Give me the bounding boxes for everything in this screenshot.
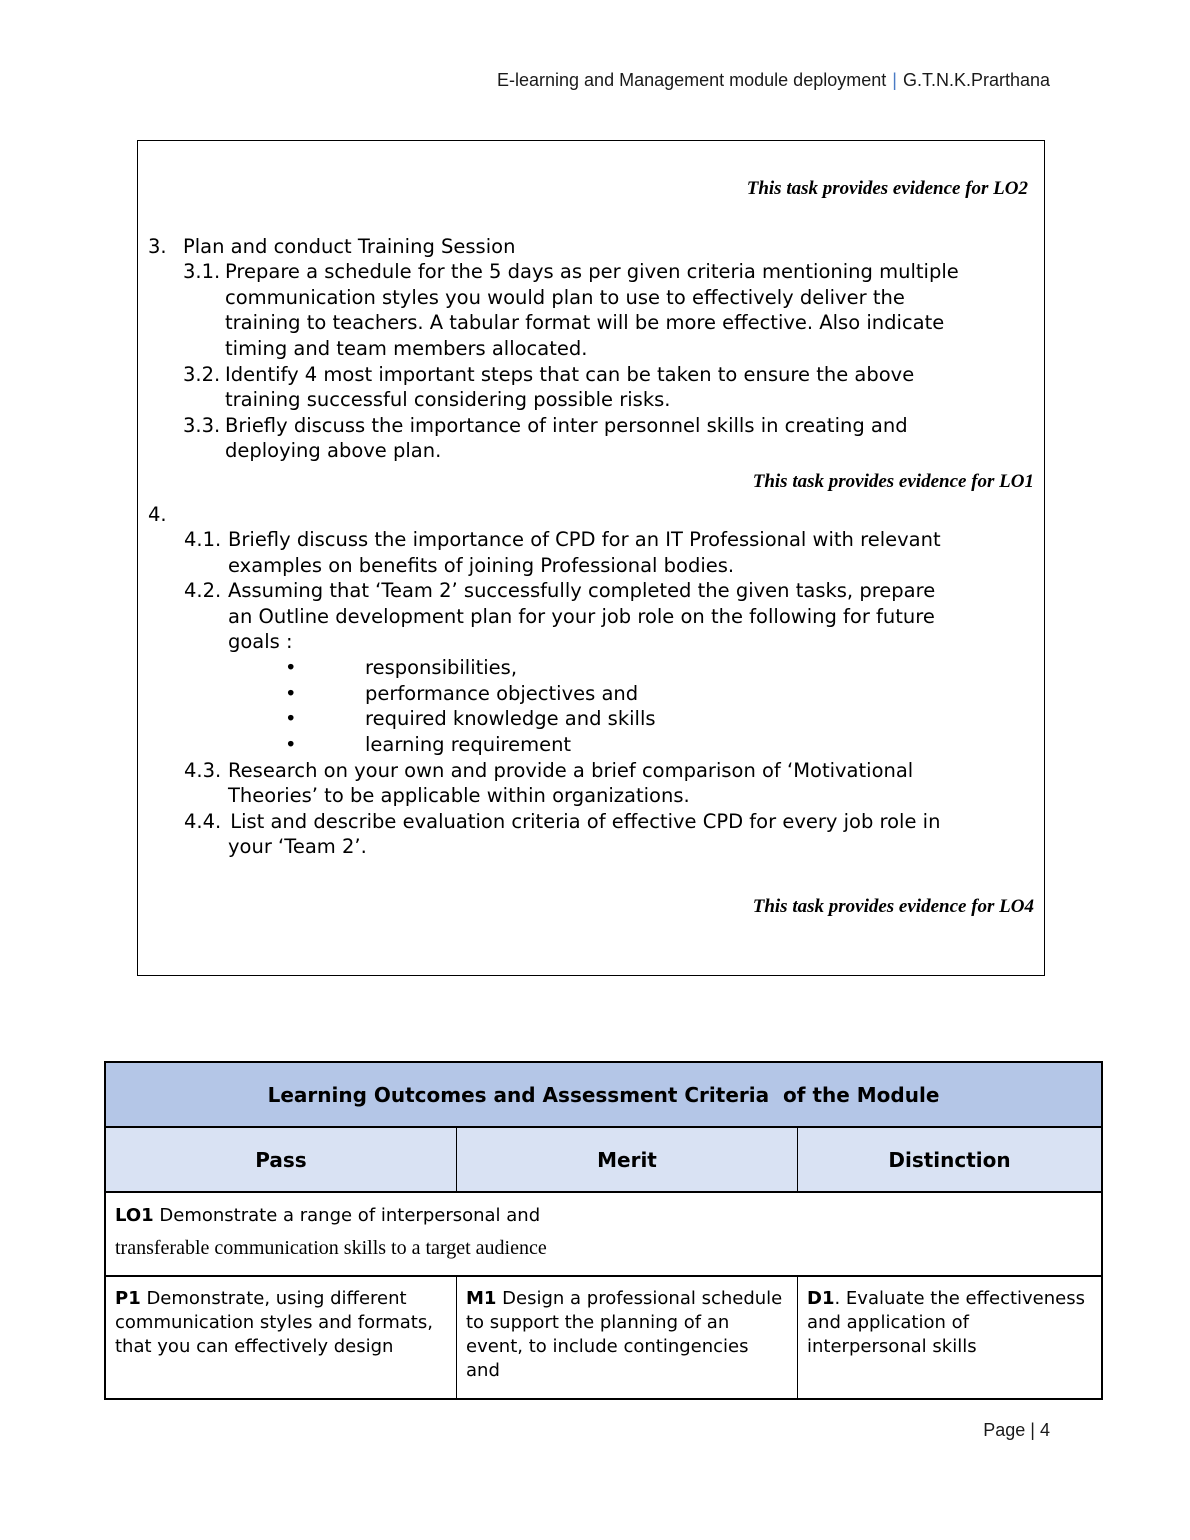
bullet-item: required knowledge and skills [365, 707, 656, 730]
criterion-merit [456, 1277, 797, 1398]
item-3-1-number: 3.1. [183, 260, 221, 283]
page-header [497, 70, 1050, 91]
item-3-1-line: training to teachers. A tabular format will be more effective. Also indicate [225, 311, 945, 334]
item-3-2-line: Identify 4 most important steps that can be taken to ensure the above [225, 363, 915, 386]
bullet-item: responsibilities, [365, 656, 518, 679]
criterion-pass [106, 1277, 456, 1398]
page-number: 4 [1039, 1420, 1050, 1440]
item-4-2-number: 4.2. [184, 579, 222, 602]
column-header-distinction: Distinction [797, 1128, 1101, 1191]
item-4-1-line: examples on benefits of joining Professional bodies. [228, 554, 735, 577]
evidence-lo4: This task provides evidence for LO4 [752, 896, 1034, 917]
item-4-3-number: 4.3. [184, 759, 222, 782]
bullet-icon: • [285, 682, 297, 705]
item-4-1-line: Briefly discuss the importance of CPD for an IT Professional with relevant [228, 528, 941, 551]
criterion-text: Demonstrate, using different communication styles and formats, that you can effectively design [115, 1288, 439, 1357]
table-header-row [106, 1126, 1101, 1191]
item-4-3-line: Theories’ to be applicable within organizations. [228, 784, 690, 807]
criterion-distinction [797, 1277, 1101, 1398]
item-4-4-line: List and describe evaluation criteria of effective CPD for every job role in [224, 810, 941, 833]
footer-separator: | [1030, 1420, 1035, 1440]
criterion-text: . Evaluate the effectiveness and application of interpersonal skills [807, 1288, 1091, 1357]
bullet-icon: • [285, 707, 297, 730]
criteria-row [106, 1275, 1101, 1398]
criterion-code: P1 [115, 1288, 141, 1309]
lo-code: LO1 [115, 1205, 154, 1226]
table-title-row [106, 1063, 1101, 1126]
criterion-code: D1 [807, 1288, 835, 1309]
criterion-text: Design a professional schedule to support the planning of an event, to include contingencies and [466, 1288, 788, 1381]
item-4-2-line: an Outline development plan for your job role on the following for future [228, 605, 935, 628]
author-name: G.T.N.K.Prarthana [902, 70, 1050, 90]
bullet-icon: • [285, 733, 297, 756]
column-header-pass: Pass [255, 1147, 307, 1172]
table-title: Learning Outcomes and Assessment Criteria of the Module [267, 1082, 940, 1107]
column-header-merit: Merit [456, 1128, 797, 1191]
item-3-1-line: Prepare a schedule for the 5 days as per given criteria mentioning multiple [225, 260, 959, 283]
item-4-2-line: Assuming that ‘Team 2’ successfully completed the given tasks, prepare [228, 579, 936, 602]
item-3-3-line: deploying above plan. [225, 439, 442, 462]
bullet-item: learning requirement [365, 733, 572, 756]
item-3-2-line: training successful considering possible risks. [225, 388, 671, 411]
assessment-criteria-table [104, 1061, 1103, 1400]
evidence-lo2: This task provides evidence for LO2 [746, 178, 1028, 199]
bullet-item: performance objectives and [365, 682, 639, 705]
item-4-4-line: your ‘Team 2’. [228, 835, 367, 858]
item-3-1-line: communication styles you would plan to use to effectively deliver the [225, 286, 905, 309]
item-3-3-line: Briefly discuss the importance of inter personnel skills in creating and [225, 414, 908, 437]
lo-text: Demonstrate a range of interpersonal and [153, 1205, 541, 1226]
item-4-3-line: Research on your own and provide a brief comparison of ‘Motivational [228, 759, 914, 782]
task3-number: 3. [148, 235, 167, 258]
task-box [137, 140, 1045, 976]
item-3-2-number: 3.2. [183, 363, 221, 386]
task3-title: Plan and conduct Training Session [183, 235, 516, 258]
page-label: Page [983, 1420, 1026, 1440]
lo-text-continued: transferable communication skills to a target audience [115, 1237, 547, 1259]
task4-number: 4. [148, 503, 167, 526]
evidence-lo1: This task provides evidence for LO1 [752, 471, 1034, 492]
item-4-1-number: 4.1. [184, 528, 222, 551]
criterion-code: M1 [466, 1288, 497, 1309]
item-3-3-number: 3.3. [183, 414, 221, 437]
item-3-1-line: timing and team members allocated. [225, 337, 588, 360]
learning-outcome-row [106, 1191, 1101, 1275]
page-footer [983, 1420, 1050, 1441]
item-4-2-line: goals : [228, 630, 293, 653]
bullet-icon: • [285, 656, 297, 679]
item-4-4-number: 4.4. [184, 810, 222, 833]
document-title: E-learning and Management module deployment [497, 70, 887, 90]
header-separator: | [892, 70, 897, 90]
